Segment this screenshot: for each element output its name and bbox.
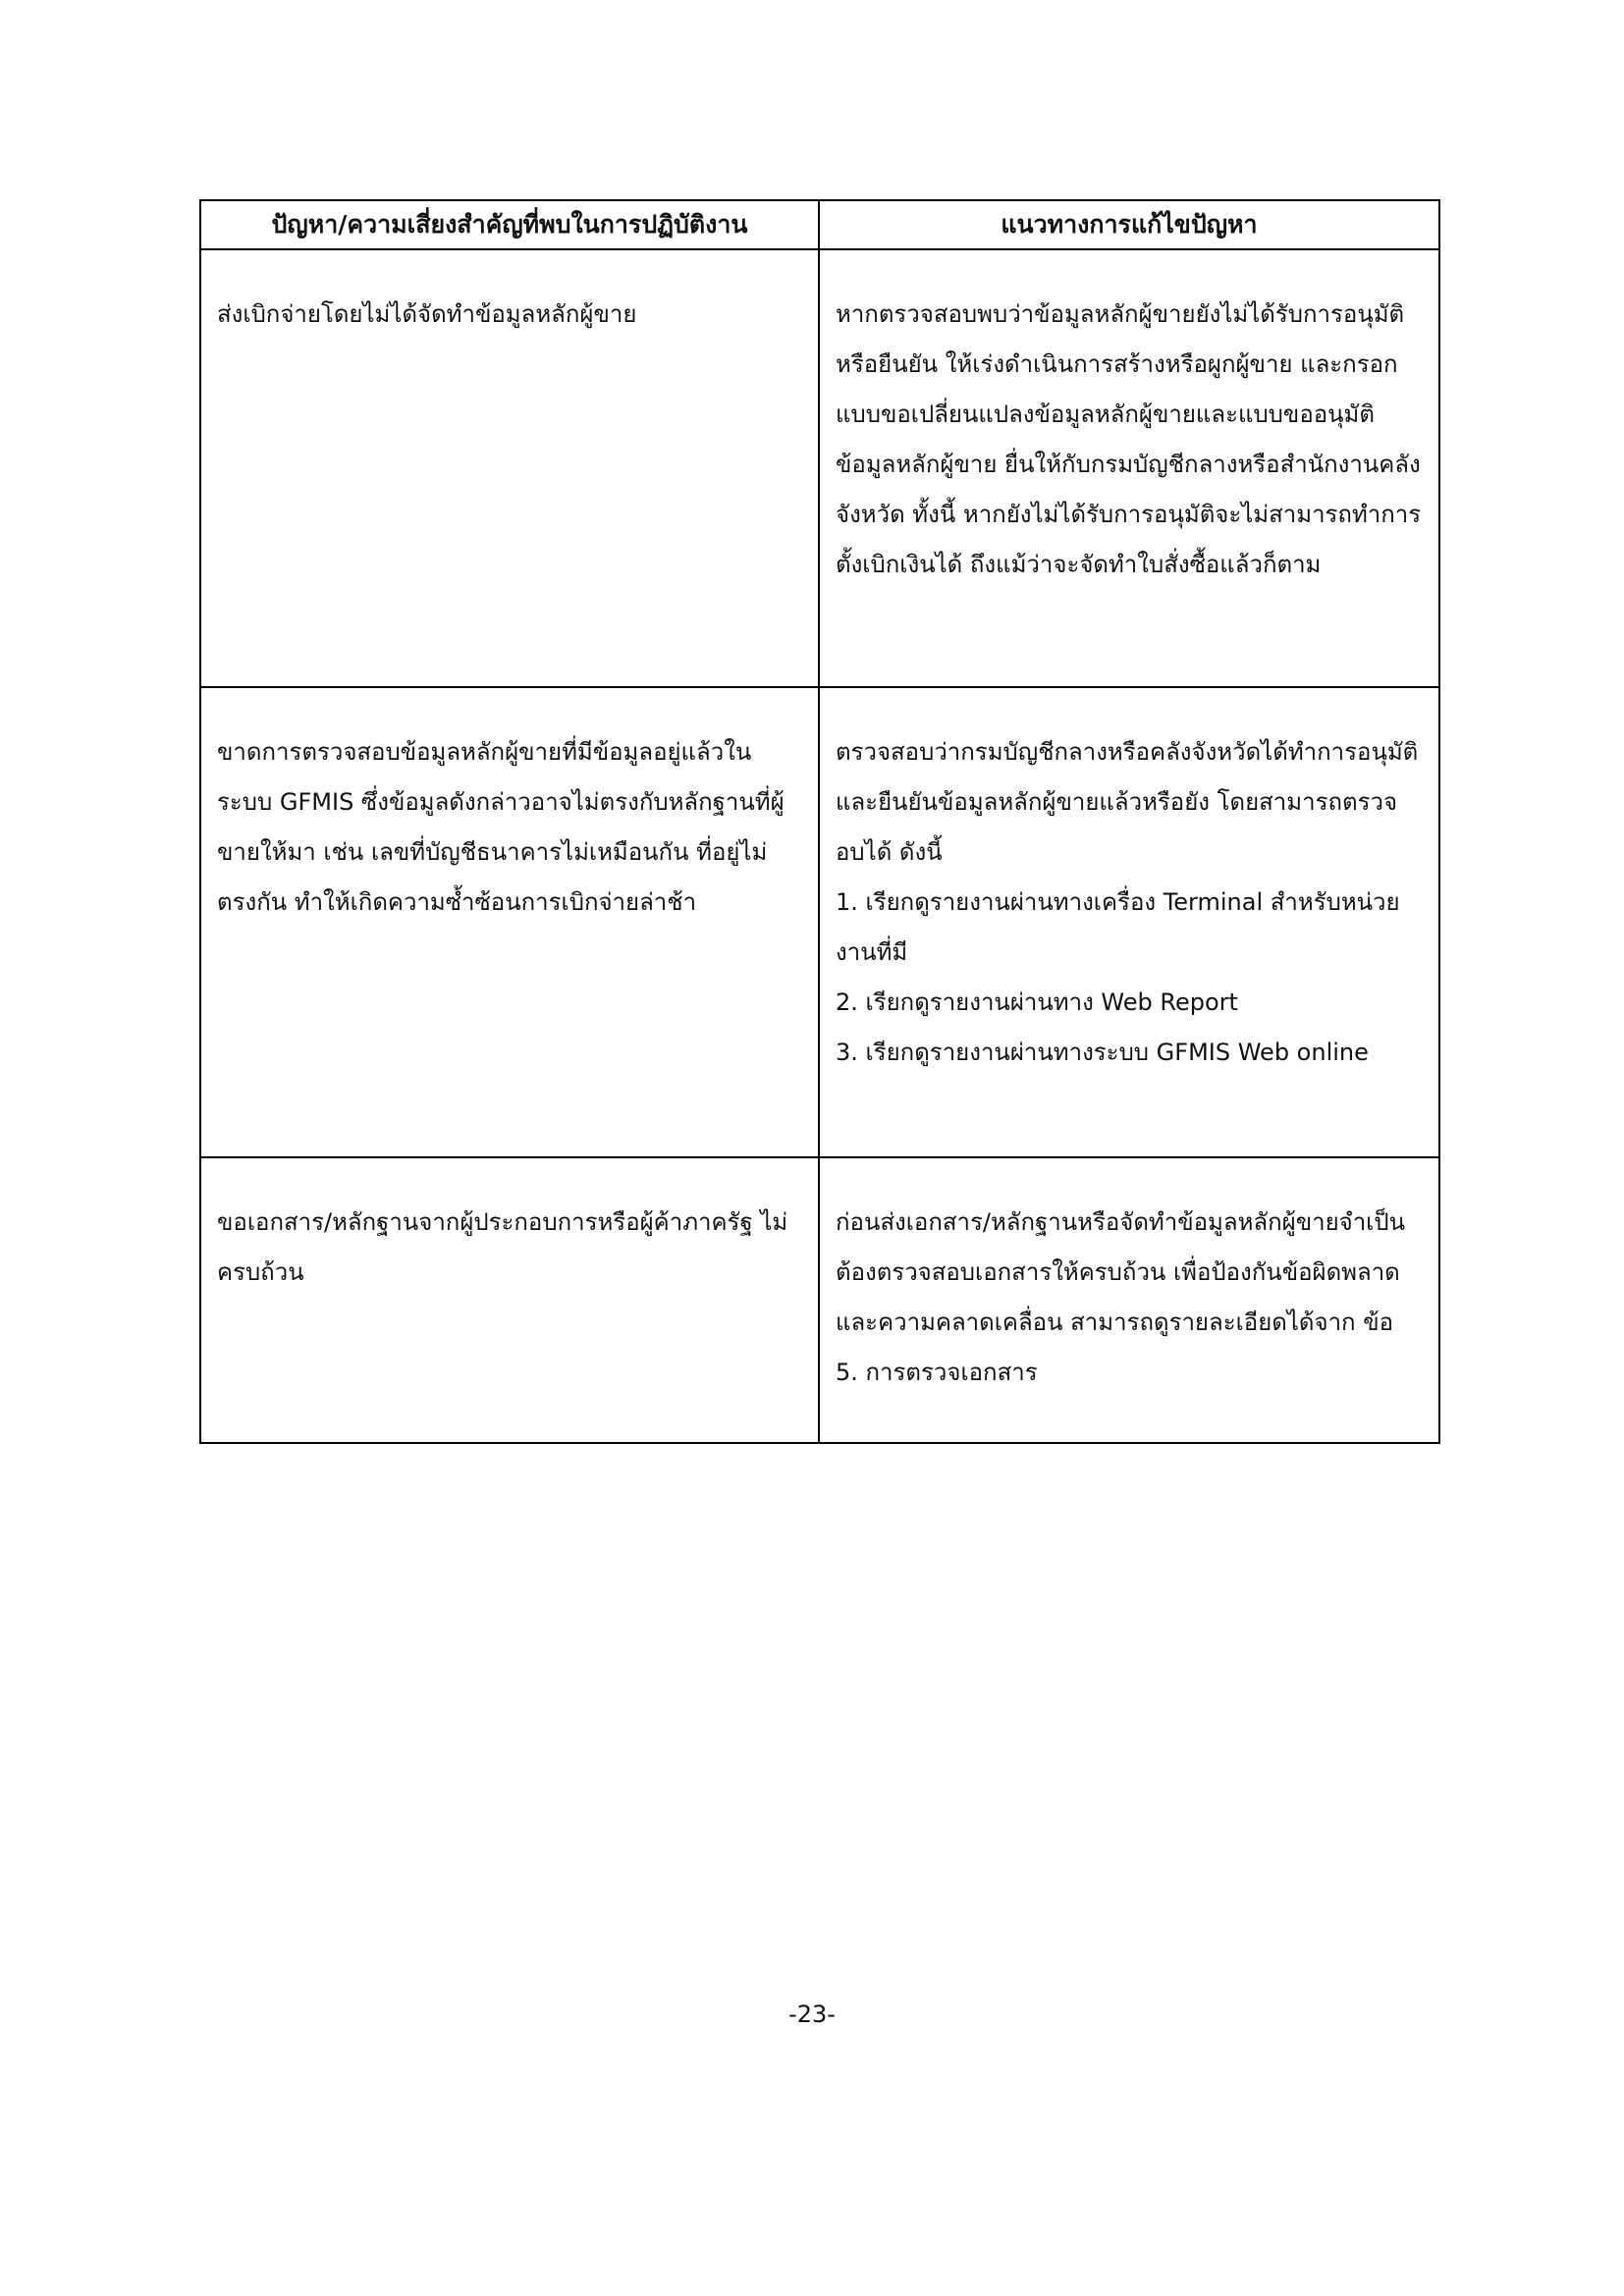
table-row <box>200 249 1439 687</box>
header-solution: แนวทางการแก้ไขปัญหา <box>819 200 1439 249</box>
solution-text: หากตรวจสอบพบว่าข้อมูลหลักผู้ขายยังไม่ได้รับการอนุมัติหรือยืนยัน ให้เร่งดำเนินการสร้างหรือผูกผู้ขาย และกรอกแบบขอเปลี่ยนแปลงข้อมูลหลักผู้ขายและแบบขออนุมัติข้อมูลหลักผู้ขาย ยื่นให้กับกรมบัญชีกลางหรือสำนักงานคลังจังหวัด ทั้งนี้ หากยังไม่ได้รับการอนุมัติจะไม่สามารถทำการตั้งเบิกเงินได้ ถึงแม้ว่าจะจัดทำใบสั่งซื้อแล้วก็ตาม <box>836 300 1422 578</box>
solution-text: ก่อนส่งเอกสาร/หลักฐานหรือจัดทำข้อมูลหลักผู้ขายจำเป็นต้องตรวจสอบเอกสารให้ครบถ้วน เพื่อป้องกันข้อผิดพลาดและความคลาดเคลื่อน สามารถดูรายละเอียดได้จาก ข้อ 5. การตรวจเอกสาร <box>836 1208 1406 1386</box>
solution-step-3: 3. เรียกดูรายงานผ่านทางระบบ GFMIS Web online <box>836 1039 1369 1066</box>
solution-cell <box>819 249 1439 687</box>
problem-cell <box>200 249 819 687</box>
solution-cell <box>819 1157 1439 1443</box>
problem-text: ขอเอกสาร/หลักฐานจากผู้ประกอบการหรือผู้ค้าภาครัฐ ไม่ครบถ้วน <box>217 1208 788 1286</box>
problem-text: ขาดการตรวจสอบข้อมูลหลักผู้ขายที่มีข้อมูลอยู่แล้วในระบบ GFMIS ซึ่งข้อมูลดังกล่าวอาจไม่ตรงกับหลักฐานที่ผู้ขายให้มา เช่น เลขที่บัญชีธนาคารไม่เหมือนกัน ที่อยู่ไม่ตรงกัน ทำให้เกิดความซ้ำซ้อนการเบิกจ่ายล่าช้า <box>217 738 785 916</box>
problem-text: ส่งเบิกจ่ายโดยไม่ได้จัดทำข้อมูลหลักผู้ขาย <box>217 300 637 328</box>
table-row <box>200 1157 1439 1443</box>
table-row <box>200 687 1439 1157</box>
header-problem: ปัญหา/ความเสี่ยงสำคัญที่พบในการปฏิบัติงาน <box>200 200 819 249</box>
table-header-row <box>200 200 1439 249</box>
problem-cell <box>200 1157 819 1443</box>
solution-cell <box>819 687 1439 1157</box>
solution-step-1: 1. เรียกดูรายงานผ่านทางเครื่อง Terminal สำหรับหน่วยงานที่มี <box>836 888 1400 966</box>
solution-step-2: 2. เรียกดูรายงานผ่านทาง Web Report <box>836 988 1238 1016</box>
problem-solution-table <box>199 199 1440 1444</box>
solution-intro-text: ตรวจสอบว่ากรมบัญชีกลางหรือคลังจังหวัดได้ทำการอนุมัติและยืนยันข้อมูลหลักผู้ขายแล้วหรือยัง โดยสามารถตรวจอบได้ ดังนี้ <box>836 738 1419 866</box>
problem-cell <box>200 687 819 1157</box>
page-number: -23- <box>788 2001 836 2028</box>
